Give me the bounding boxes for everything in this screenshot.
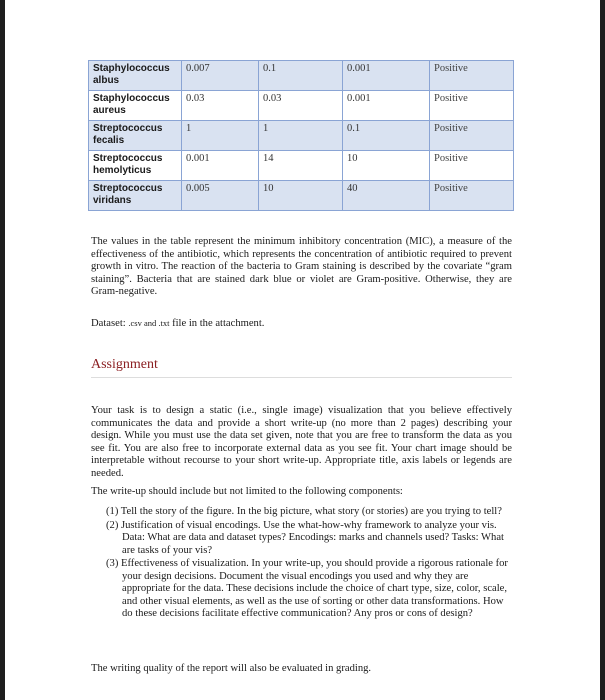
components-list (106, 506, 514, 622)
list-item: (1) Tell the story of the figure. In the big picture, what story (or stories) are you trying to tell? (106, 506, 502, 517)
window-edge-right (600, 0, 605, 700)
task-paragraph: Your task is to design a static (i.e., single image) visualization that you believe effectively communicates the data and provide a short write-up (no more than 2 pages) describing your design. While you must use the data set given, note that you are free to transform the data as you see fit. You are also free to incorporate external data as you see fit. Your chart image should be interpretable without recourse to your short write-up. Appropriate title, axis labels or legends are needed. (91, 405, 512, 479)
table-row (89, 121, 514, 151)
window-edge-left (0, 0, 5, 700)
mic-value: 0.1 (259, 61, 343, 91)
intro-paragraph: The values in the table represent the minimum inhibitory concentration (MIC), a measure of the effectiveness of the antibiotic, which represents the concentration of antibiotic required to prevent growth in vitro. The reaction of the bacteria to Gram staining is described by the covariate “gram staining”. Bacteria that are stained dark blue or violet are Gram-positive. Otherwise, they are Gram-negative. (91, 236, 512, 297)
dataset-rest: file in the attachment. (169, 318, 265, 329)
bacteria-name: Streptococcus fecalis (89, 121, 182, 151)
mic-value: 10 (343, 151, 430, 181)
mic-value: 0.005 (182, 181, 259, 211)
list-item: (3) Effectiveness of visualization. In your write-up, you should provide a rigorous rationale for your design decisions. Document the visual encodings you used and why they are appropriate for the data. These decisions include the choice of chart type, size, color, scale, and other visual elements, as well as the use of sorting or other data transformations. How do these decisions facilitate effective communication? Any pros or cons of design? (106, 558, 508, 619)
mic-value: 0.001 (343, 61, 430, 91)
gram-staining: Positive (430, 151, 514, 181)
mic-value: 0.007 (182, 61, 259, 91)
mic-value: 1 (182, 121, 259, 151)
gram-staining: Positive (430, 91, 514, 121)
table-row (89, 151, 514, 181)
mic-table (88, 60, 514, 211)
mic-value: 0.1 (343, 121, 430, 151)
dataset-line (91, 317, 512, 331)
writeup-intro: The write-up should include but not limited to the following components: (91, 486, 403, 497)
mic-value: 0.001 (182, 151, 259, 181)
bacteria-name: Staphylococcus albus (89, 61, 182, 91)
mic-value: 1 (259, 121, 343, 151)
mic-value: 14 (259, 151, 343, 181)
dataset-files: .csv and .txt (128, 318, 170, 328)
bacteria-name: Streptococcus viridans (89, 181, 182, 211)
table-row (89, 181, 514, 211)
bacteria-name: Streptococcus hemolyticus (89, 151, 182, 181)
dataset-label: Dataset: (91, 318, 129, 329)
gram-staining: Positive (430, 121, 514, 151)
mic-value: 0.03 (259, 91, 343, 121)
mic-value: 0.001 (343, 91, 430, 121)
gram-staining: Positive (430, 181, 514, 211)
mic-value: 10 (259, 181, 343, 211)
table-row (89, 91, 514, 121)
mic-value: 40 (343, 181, 430, 211)
mic-value: 0.03 (182, 91, 259, 121)
heading-divider (91, 377, 512, 378)
bacteria-name: Staphylococcus aureus (89, 91, 182, 121)
closing-line: The writing quality of the report will also be evaluated in grading. (91, 663, 372, 674)
list-item: (2) Justification of visual encodings. Use the what-how-why framework to analyze your vis. Data: What are data and dataset types? Encodings: marks and channels used? Tasks: What are tasks of your vis? (106, 519, 504, 556)
assignment-heading: Assignment (91, 357, 158, 372)
table-row (89, 61, 514, 91)
gram-staining: Positive (430, 61, 514, 91)
